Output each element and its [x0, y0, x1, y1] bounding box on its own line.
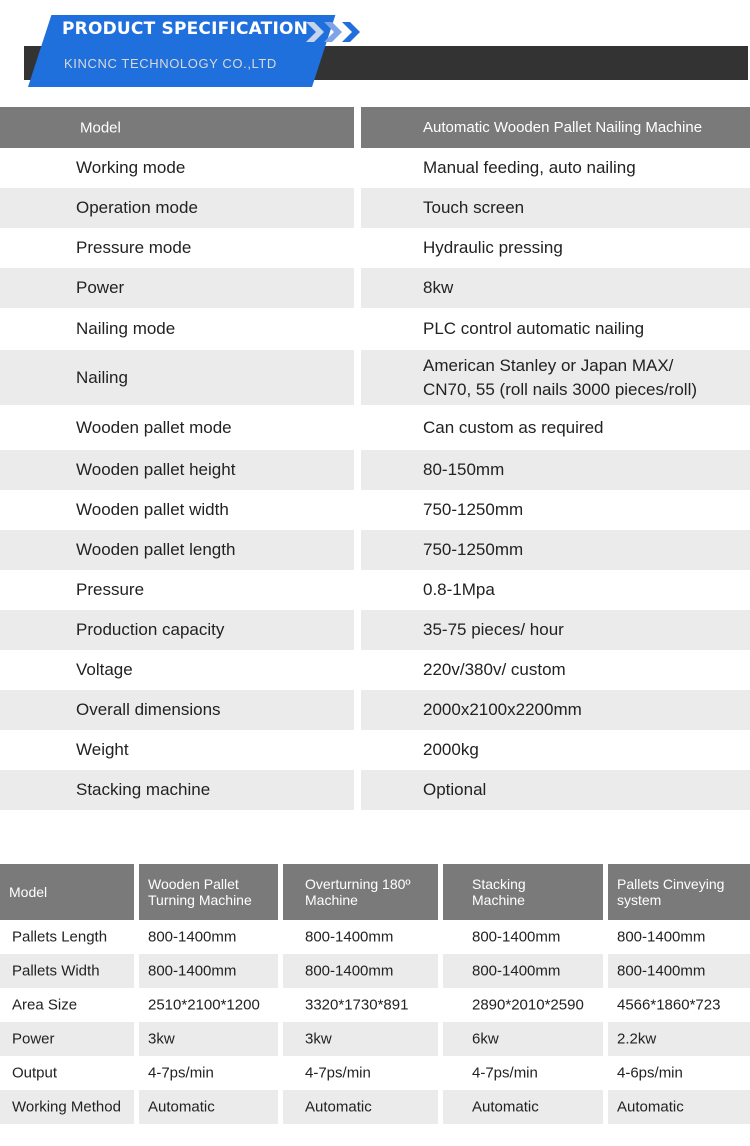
table-cell: 4-7ps/min [148, 1064, 214, 1082]
table-row [0, 920, 750, 954]
table-cell: 4566*1860*723 [617, 996, 721, 1014]
table-cell: Automatic [472, 1098, 539, 1116]
page-title: PRODUCT SPECIFICATION [62, 19, 309, 39]
spec-label: Power [76, 278, 125, 297]
spec-row [0, 308, 750, 350]
table-cell: 800-1400mm [617, 962, 706, 980]
table-cell: Automatic [305, 1098, 372, 1116]
spec-label: Operation mode [76, 198, 198, 217]
spec-row [0, 650, 750, 690]
spec-value: 750-1250mm [423, 500, 524, 519]
spec-row [0, 405, 750, 450]
spec-label: Nailing mode [76, 319, 176, 338]
comparison-header-row [0, 864, 750, 920]
table-cell: Pallets Width [12, 962, 100, 980]
spec-header-label: Model [80, 119, 121, 136]
table-cell: Automatic [617, 1098, 684, 1116]
spec-label: Stacking machine [76, 780, 211, 799]
column-header: Stacking Machine [472, 876, 526, 908]
table-cell: Output [12, 1064, 58, 1082]
table-cell: 800-1400mm [148, 928, 237, 946]
spec-row [0, 530, 750, 570]
spec-label: Working mode [76, 158, 186, 177]
company-name: KINCNC TECHNOLOGY CO.,LTD [64, 56, 277, 71]
table-row [0, 988, 750, 1022]
spec-row [0, 690, 750, 730]
spec-value: 80-150mm [423, 460, 505, 479]
table-row [0, 1090, 750, 1124]
spec-value: Touch screen [423, 198, 525, 217]
machine-comparison-table [0, 864, 750, 1124]
table-cell: Automatic [148, 1098, 215, 1116]
spec-label: Wooden pallet width [76, 500, 229, 519]
spec-label: Wooden pallet length [76, 540, 236, 559]
spec-value: 0.8-1Mpa [423, 580, 495, 599]
table-cell: 800-1400mm [305, 962, 394, 980]
spec-label: Overall dimensions [76, 700, 221, 719]
spec-row [0, 730, 750, 770]
chevron-arrows-icon [306, 20, 368, 44]
column-header: Pallets Cinveying system [617, 876, 725, 908]
spec-value: PLC control automatic nailing [423, 319, 645, 338]
spec-header-label-cell [0, 107, 354, 148]
spec-row [0, 450, 750, 490]
table-cell: 3kw [148, 1030, 175, 1048]
spec-label: Weight [76, 740, 129, 759]
table-row [0, 1022, 750, 1056]
spec-label: Production capacity [76, 620, 225, 639]
spec-value: 2000x2100x2200mm [423, 700, 582, 719]
table-cell: Working Method [12, 1098, 121, 1116]
table-cell: 800-1400mm [305, 928, 394, 946]
spec-header-row [0, 107, 750, 148]
column-header: Wooden Pallet Turning Machine [148, 876, 252, 908]
spec-value: 220v/380v/ custom [423, 660, 566, 679]
table-cell: 4-6ps/min [617, 1064, 683, 1082]
spec-label: Nailing [76, 367, 128, 387]
spec-row [0, 570, 750, 610]
spec-banner [0, 0, 750, 100]
spec-row [0, 610, 750, 650]
table-row [0, 1056, 750, 1090]
table-cell: 2510*2100*1200 [148, 996, 260, 1014]
spec-row [0, 228, 750, 268]
table-cell: Area Size [12, 996, 78, 1014]
spec-value: Hydraulic pressing [423, 238, 563, 257]
spec-value-line: American Stanley or Japan MAX/ [423, 355, 674, 375]
table-cell: 800-1400mm [472, 962, 561, 980]
spec-value-multiline [423, 354, 697, 402]
table-cell: 800-1400mm [617, 928, 706, 946]
spec-row [0, 148, 750, 188]
table-cell: 3320*1730*891 [305, 996, 409, 1014]
spec-row [0, 268, 750, 308]
spec-header-value: Automatic Wooden Pallet Nailing Machine [423, 118, 703, 136]
specification-table [0, 107, 750, 810]
table-cell: 2890*2010*2590 [472, 996, 584, 1014]
spec-label: Pressure mode [76, 238, 192, 257]
spec-value: 35-75 pieces/ hour [423, 620, 564, 639]
spec-value: Manual feeding, auto nailing [423, 158, 636, 177]
table-cell: 4-7ps/min [472, 1064, 538, 1082]
bar-notch [0, 46, 24, 80]
spec-value-line: CN70, 55 (roll nails 3000 pieces/roll) [423, 379, 698, 399]
table-cell: 6kw [472, 1030, 499, 1048]
column-header: Model [9, 884, 48, 900]
table-row [0, 954, 750, 988]
spec-value: Optional [423, 780, 487, 799]
table-cell: 800-1400mm [148, 962, 237, 980]
spec-row [0, 770, 750, 810]
spec-value: 8kw [423, 278, 454, 297]
spec-row [0, 490, 750, 530]
spec-row [0, 188, 750, 228]
spec-value: 750-1250mm [423, 540, 524, 559]
spec-label: Wooden pallet height [76, 460, 236, 479]
column-header: Overturning 180º Machine [305, 876, 411, 908]
table-cell: 3kw [305, 1030, 332, 1048]
table-cell: 4-7ps/min [305, 1064, 371, 1082]
table-cell: Power [12, 1030, 55, 1048]
spec-header-value-cell [361, 107, 750, 148]
spec-label: Pressure [76, 580, 145, 599]
spec-value: 2000kg [423, 740, 479, 759]
spec-row [0, 350, 750, 405]
spec-label: Voltage [76, 660, 133, 679]
table-cell: 2.2kw [617, 1030, 657, 1048]
spec-label: Wooden pallet mode [76, 417, 232, 437]
table-cell: Pallets Length [12, 928, 108, 946]
spec-value: Can custom as required [423, 417, 604, 437]
table-cell: 800-1400mm [472, 928, 561, 946]
